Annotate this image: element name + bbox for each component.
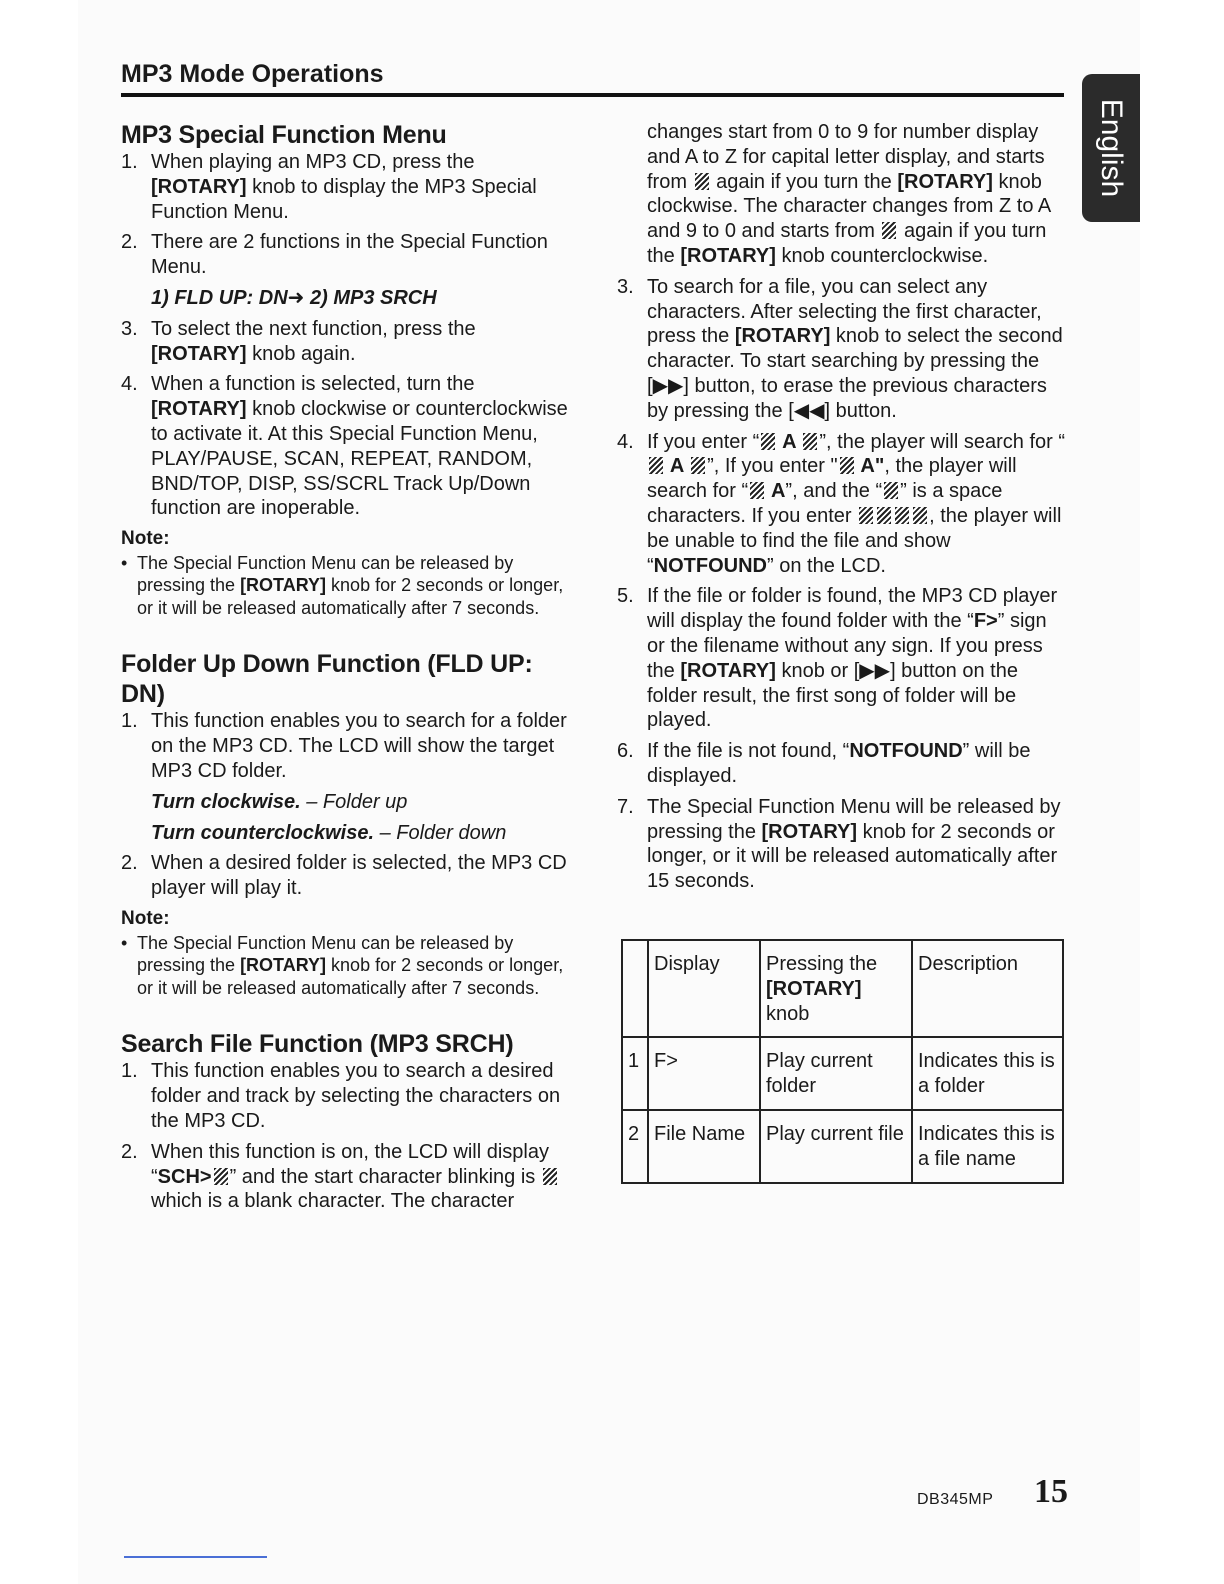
text: 2) MP3 SRCH xyxy=(304,286,437,309)
list-item xyxy=(617,430,1067,579)
text: Pressing the xyxy=(766,953,878,975)
rotary-label: [ROTARY] xyxy=(766,977,862,1000)
list-item xyxy=(617,275,1067,424)
rotary-label: [ROTARY] xyxy=(897,170,993,193)
table-cell: Indicates this is a folder xyxy=(912,1037,1063,1110)
blank-character-icon xyxy=(691,457,705,474)
note-label: Note: xyxy=(121,908,170,930)
item-text: There are 2 functions in the Special Function Menu. xyxy=(151,231,548,279)
text: ] button, to erase the previous characters by pressing the [ xyxy=(647,374,1047,422)
list-item xyxy=(121,372,571,521)
item-text: This function enables you to search for a folder on the MP3 CD. The LCD will show the target MP3 CD folder. xyxy=(151,710,567,783)
list-item xyxy=(617,795,1067,894)
item-text: When a desired folder is selected, the MP3 CD player will play it. xyxy=(151,852,567,900)
text: A xyxy=(766,480,786,503)
text: A xyxy=(665,455,690,478)
blank-character-icon xyxy=(543,1168,557,1185)
item-number: 2. xyxy=(121,1140,138,1163)
item-text: This function enables you to search a desired folder and track by selecting the characters on the MP3 CD. xyxy=(151,1060,561,1132)
text: 1) FLD UP: DN xyxy=(151,286,288,309)
table-cell: 1 xyxy=(622,1037,648,1110)
list-item xyxy=(121,1140,571,1214)
function-sequence xyxy=(121,286,571,311)
text: A" xyxy=(855,455,885,478)
fast-forward-icon: ▶▶ xyxy=(859,659,891,682)
blank-character-icon xyxy=(803,433,817,450)
text: When playing an MP3 CD, press the xyxy=(151,151,475,173)
list-item xyxy=(121,709,571,783)
text: knob clockwise or counterclockwise to activate it. At this Special Function Menu, PLAY/PAUSE, SCAN, REPEAT, RANDOM, BND/TOP, DISP, SS/SCRL Track Up/Down function are inoperable. xyxy=(151,398,568,520)
text: knob again. xyxy=(246,342,356,365)
arrow-icon: ➜ xyxy=(287,286,305,309)
text: F> xyxy=(973,610,998,633)
text: The Special Function Menu can be released by pressing the xyxy=(137,932,514,976)
item-text xyxy=(647,584,1067,733)
item-text xyxy=(647,275,1067,424)
blank-character-icon xyxy=(840,457,854,474)
list-item xyxy=(121,317,571,367)
list-item xyxy=(121,851,571,901)
text: ”, and the “ xyxy=(785,480,883,503)
blank-character-icon xyxy=(761,433,775,450)
text: which is a blank character. The character xyxy=(151,1190,515,1213)
text: ” on the LCD. xyxy=(767,554,886,577)
text: ” will be displayed. xyxy=(647,740,1031,787)
table-cell xyxy=(760,940,912,1037)
table-cell: 2 xyxy=(622,1110,648,1183)
rotary-label: [ROTARY] xyxy=(240,575,327,596)
rotary-label: [ROTARY] xyxy=(151,175,247,198)
rotary-label: [ROTARY] xyxy=(680,244,776,267)
item-text xyxy=(151,372,571,521)
table-cell: Play current folder xyxy=(760,1037,912,1110)
text: knob xyxy=(766,1002,810,1025)
turn-counterclockwise xyxy=(121,821,571,846)
item-text xyxy=(647,739,1067,789)
item-number: 5. xyxy=(617,585,634,608)
text: ”, If you enter " xyxy=(707,455,838,478)
bullet-icon: • xyxy=(121,932,128,953)
table-cell: Indicates this is a file name xyxy=(912,1110,1063,1183)
item-number: 1. xyxy=(121,151,138,173)
text: SCH> xyxy=(157,1165,212,1188)
text: knob for 2 seconds or longer, or it will be released automatically after 7 seconds. xyxy=(137,575,564,618)
note-label: Note: xyxy=(121,528,170,550)
note xyxy=(121,552,571,620)
text: again if you turn the xyxy=(710,170,898,193)
header-rule xyxy=(121,93,1064,97)
text: A xyxy=(777,430,802,453)
item-number: 3. xyxy=(617,275,634,298)
blank-character-icon xyxy=(695,173,709,190)
blank-character-icon xyxy=(649,457,663,474)
blank-character-icon xyxy=(750,482,764,499)
bottom-rule xyxy=(124,1556,267,1558)
list-item xyxy=(121,230,571,280)
blank-character-icon xyxy=(859,507,873,524)
bullet-icon: • xyxy=(121,552,128,573)
list-item xyxy=(617,584,1067,733)
text: If the file or folder is found, the MP3 CD player will display the found folder with the “ xyxy=(647,585,1058,633)
item-number: 4. xyxy=(121,373,138,396)
text: again if you turn the xyxy=(647,220,1047,267)
text: Turn clockwise. xyxy=(151,790,301,813)
table-cell: Play current file xyxy=(760,1110,912,1183)
text: , the player will search for “ xyxy=(647,455,1017,503)
item-text xyxy=(151,317,571,367)
rotary-label: [ROTARY] xyxy=(734,325,831,348)
table-cell: Display xyxy=(648,940,760,1037)
text: When this function is on, the LCD will display “ xyxy=(151,1140,549,1188)
language-tab xyxy=(1082,74,1140,222)
table-cell: Description xyxy=(912,940,1063,1037)
item-number: 2. xyxy=(121,231,138,254)
item-number: 6. xyxy=(617,740,634,763)
text: knob or [ xyxy=(775,659,860,682)
text: ” is a space characters. If you enter xyxy=(647,480,1003,527)
blank-character-icon xyxy=(895,507,909,524)
text: To search for a file, you can select any characters. After selecting the first character, press the xyxy=(647,275,1042,348)
text: The Special Function Menu can be released by pressing the xyxy=(137,552,514,596)
section-title-folder-up-down: Folder Up Down Function (FLD UP: DN) xyxy=(121,650,533,709)
section-title-special-menu: MP3 Special Function Menu xyxy=(121,121,447,149)
item-text xyxy=(647,430,1067,579)
text: Turn counterclockwise. xyxy=(151,821,375,844)
table-cell: F> xyxy=(648,1037,760,1110)
item-number: 3. xyxy=(121,317,138,340)
blank-character-icon xyxy=(884,482,898,499)
section-title-search-file: Search File Function (MP3 SRCH) xyxy=(121,1030,514,1059)
note xyxy=(121,932,571,1000)
table-cell: File Name xyxy=(648,1110,760,1183)
blank-character-icon xyxy=(214,1168,228,1185)
page-title: MP3 Mode Operations xyxy=(121,60,384,88)
item-number: 2. xyxy=(121,852,138,875)
note-text xyxy=(137,552,571,620)
text: If the file is not found, “ xyxy=(647,740,850,763)
text: knob counterclockwise. xyxy=(775,244,989,267)
item-number: 1. xyxy=(121,1060,138,1083)
text: knob to display the MP3 Special Function Menu. xyxy=(151,175,537,223)
item-text xyxy=(647,795,1067,894)
text: The Special Function Menu will be released by pressing the xyxy=(647,795,1061,843)
text: ” and the start character blinking is xyxy=(229,1165,541,1188)
fast-forward-icon: ▶▶ xyxy=(652,374,684,397)
rotary-label: [ROTARY] xyxy=(151,398,247,421)
text: – Folder up xyxy=(300,790,408,813)
rotary-label: [ROTARY] xyxy=(680,659,776,682)
text: When a function is selected, turn the xyxy=(151,373,475,396)
text: knob clockwise. The character changes from Z to A and 9 to 0 and starts from xyxy=(647,170,1051,243)
text: NOTFOUND xyxy=(849,740,963,763)
text: knob for 2 seconds or longer, or it will be released automatically after 7 seconds. xyxy=(137,955,564,998)
rotary-label: [ROTARY] xyxy=(240,955,327,976)
text: ”, the player will search for “ xyxy=(819,430,1065,453)
text: changes start from 0 to 9 for number display and A to Z for capital letter display, and starts from xyxy=(647,121,1045,193)
table-header-row xyxy=(622,940,1063,1037)
blank-character-icon xyxy=(913,507,927,524)
page-number: 15 xyxy=(1034,1473,1068,1510)
item-number: 7. xyxy=(617,795,634,818)
text: If you enter “ xyxy=(647,430,760,453)
rewind-icon: ◀◀ xyxy=(793,399,825,422)
table-row xyxy=(622,1037,1063,1110)
text: NOTFOUND xyxy=(653,554,767,577)
text: ] button. xyxy=(824,399,897,422)
blank-character-icon xyxy=(877,507,891,524)
text: – Folder down xyxy=(374,821,507,844)
turn-clockwise xyxy=(121,790,571,815)
list-item xyxy=(121,1059,571,1133)
note-text xyxy=(137,932,571,1000)
item-text xyxy=(151,1140,571,1214)
text: ] button on the folder result, the first song of folder will be played. xyxy=(647,659,1018,732)
list-item xyxy=(617,739,1067,789)
blank-character-icon xyxy=(882,222,896,239)
left-column xyxy=(121,120,571,1220)
item-text xyxy=(151,150,571,224)
text: ” sign or the filename without any sign. If you press the xyxy=(647,610,1047,682)
continued-text xyxy=(617,120,1067,269)
item-number: 1. xyxy=(121,710,138,733)
language-tab-label: English xyxy=(1095,98,1128,198)
display-table xyxy=(621,939,1064,1184)
rotary-label: [ROTARY] xyxy=(151,342,247,365)
model-number: DB345MP xyxy=(917,1491,994,1508)
text: knob to select the second character. To start searching by pressing the [ xyxy=(647,325,1063,397)
list-item xyxy=(121,150,571,224)
text: knob for 2 seconds or longer, or it will be released automatically after 15 seconds. xyxy=(647,820,1058,893)
right-column xyxy=(617,120,1067,900)
table-row xyxy=(622,1110,1063,1183)
item-number: 4. xyxy=(617,430,634,453)
text: , the player will be unable to find the file and show “ xyxy=(647,504,1062,577)
table-cell xyxy=(622,940,648,1037)
rotary-label: [ROTARY] xyxy=(761,820,858,843)
text: To select the next function, press the xyxy=(151,317,476,340)
